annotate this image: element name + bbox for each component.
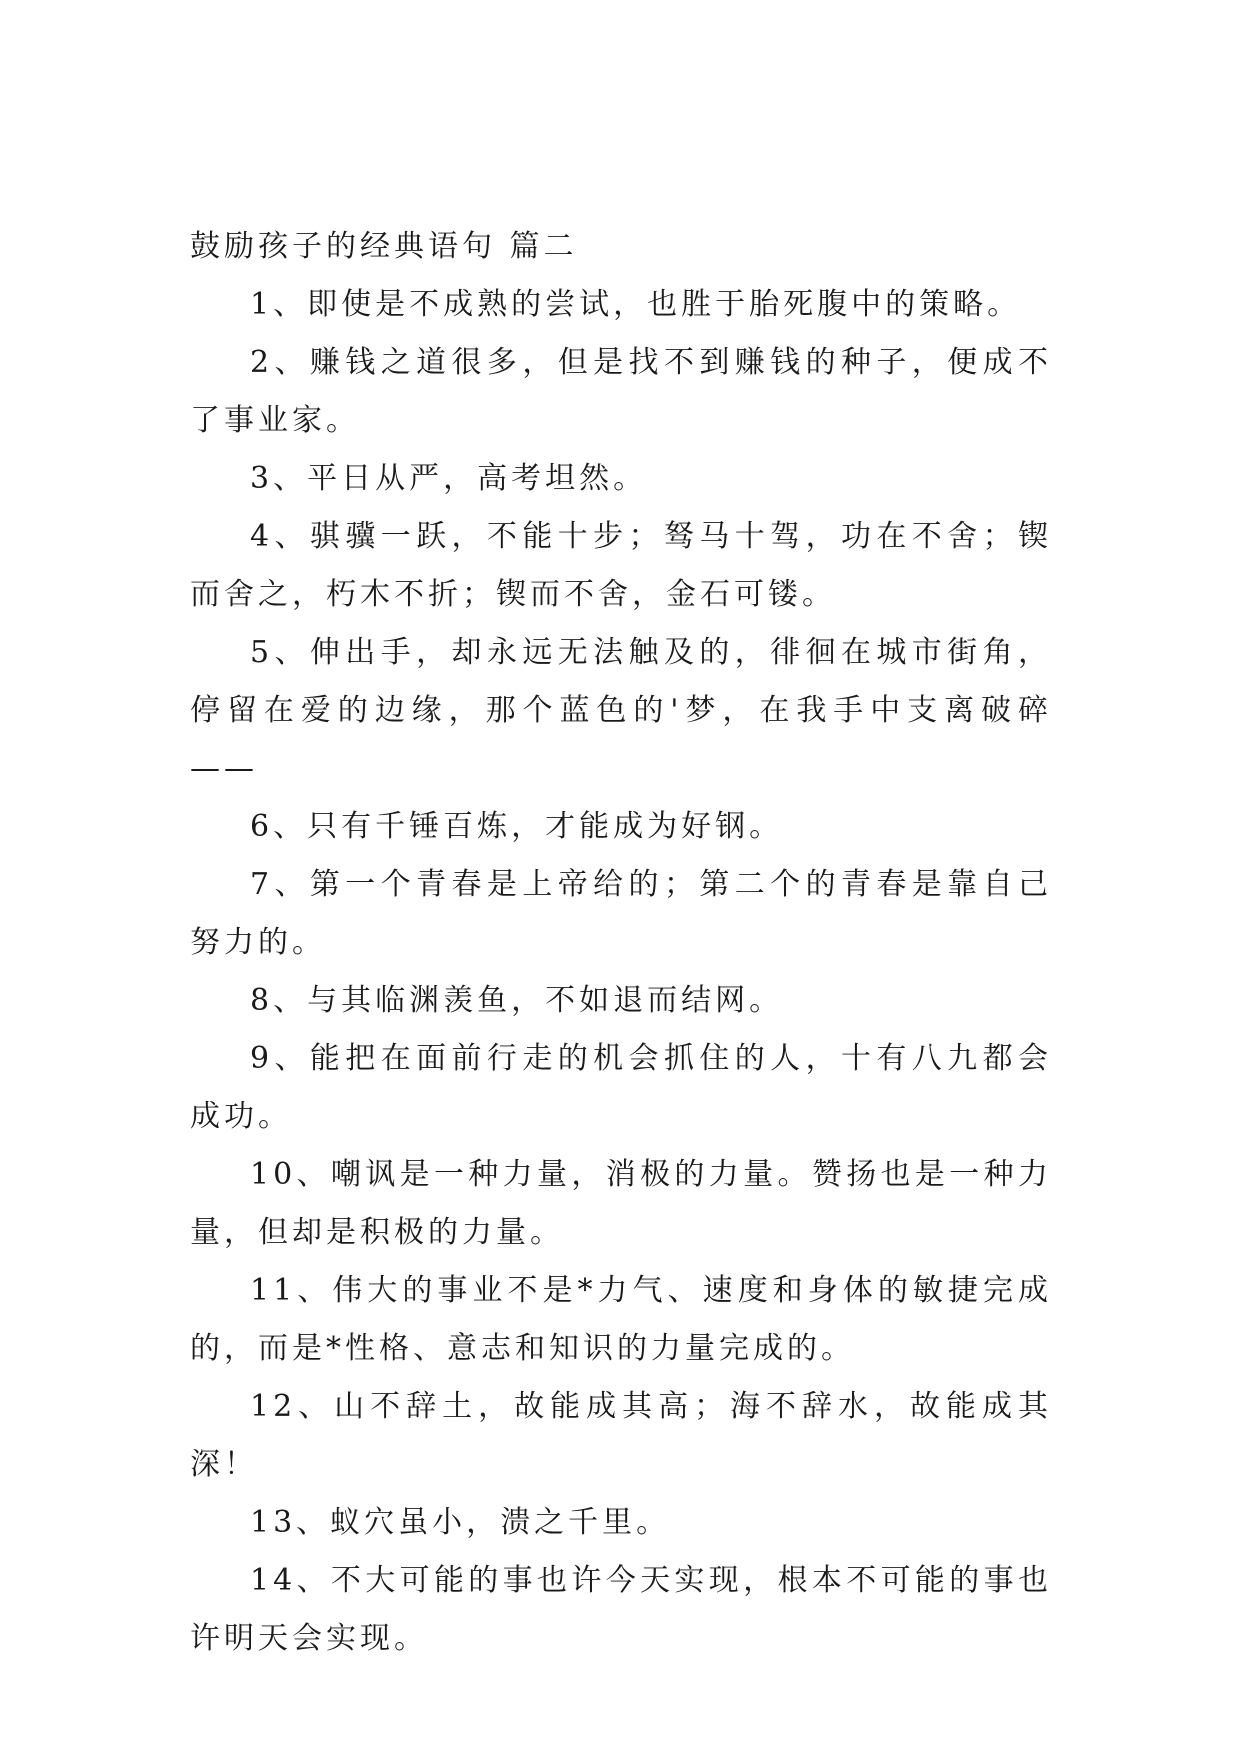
quote-paragraph-12: 12、山不辞土，故能成其高；海不辞水，故能成其深！	[190, 1389, 1052, 1482]
quote-paragraph-9: 9、能把在面前行走的机会抓住的人，十有八九都会成功。	[190, 1041, 1052, 1134]
quote-paragraph-4: 4、骐骥一跃，不能十步；驽马十驾，功在不舍；锲而舍之，朽木不折；锲而不舍，金石可镂。	[190, 519, 1052, 612]
quote-paragraph-1: 1、即使是不成熟的尝试，也胜于胎死腹中的策略。	[250, 287, 1022, 322]
quote-paragraph-13: 13、蚁穴虽小，溃之千里。	[250, 1505, 671, 1540]
quote-paragraph-6: 6、只有千锤百炼，才能成为好钢。	[250, 809, 784, 844]
quote-paragraph-2: 2、赚钱之道很多，但是找不到赚钱的种子，便成不了事业家。	[190, 345, 1052, 438]
quote-paragraph-7: 7、第一个青春是上帝给的；第二个的青春是靠自己努力的。	[190, 867, 1052, 960]
quote-paragraph-8: 8、与其临渊羡鱼，不如退而结网。	[250, 983, 784, 1018]
document-title: 鼓励孩子的经典语句 篇二	[190, 229, 578, 264]
document-body	[190, 218, 1052, 1668]
quote-paragraph-10: 10、嘲讽是一种力量，消极的力量。赞扬也是一种力量，但却是积极的力量。	[190, 1157, 1052, 1250]
quote-paragraph-11: 11、伟大的事业不是*力气、速度和身体的敏捷完成的，而是*性格、意志和知识的力量完成的。	[190, 1273, 1052, 1366]
quote-paragraph-14: 14、不大可能的事也许今天实现，根本不可能的事也许明天会实现。	[190, 1563, 1052, 1656]
quote-paragraph-5: 5、伸出手，却永远无法触及的，徘徊在城市街角，停留在爱的边缘，那个蓝色的'梦，在我手中支离破碎——	[190, 635, 1052, 786]
quote-paragraph-3: 3、平日从严，高考坦然。	[250, 461, 648, 496]
